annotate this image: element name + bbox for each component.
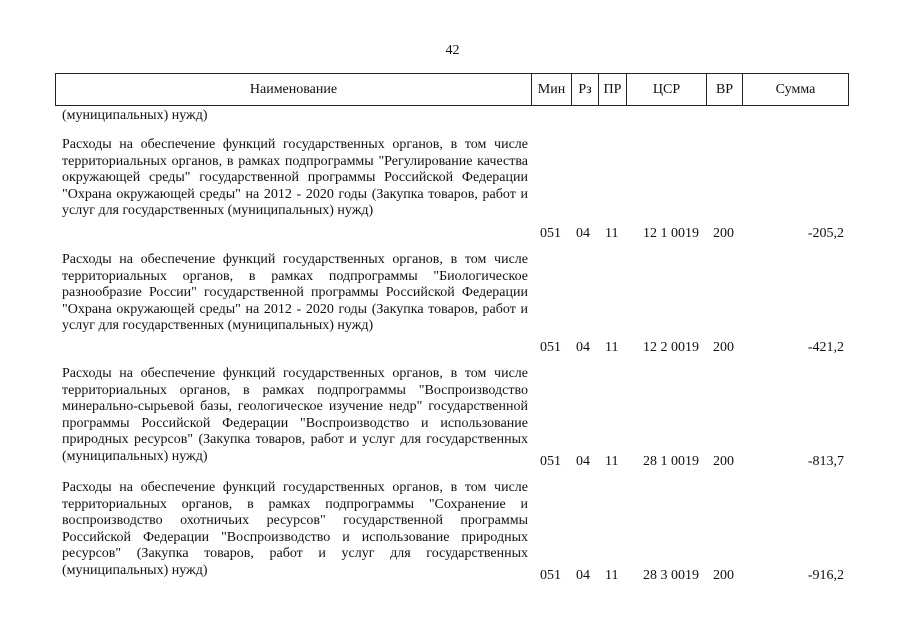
row-min: 051: [540, 454, 561, 469]
row-description: Расходы на обеспечение функций государственных органов, в том числе территориальных органов, в рамках подпрограммы "Воспроизводство минерально-сырьевой базы, геологическое изучение недр" государственной программы Российской Федерации "Воспроизводство и использование природных ресурсов" (Закупка товаров, работ и услуг для государственных (муниципальных) нужд): [62, 366, 528, 464]
row-min: 051: [540, 568, 561, 583]
row-min: 051: [540, 340, 561, 355]
row-codes: [62, 339, 849, 356]
column-header-sum: Сумма: [775, 81, 816, 97]
continued-text: (муниципальных) нужд): [62, 108, 208, 123]
row-sum: -813,7: [807, 454, 844, 469]
row-description: Расходы на обеспечение функций государственных органов, в том числе территориальных органов, в рамках подпрограммы "Сохранение и воспроизводство охотничьих ресурсов" государственной программы Российской Федерации "Воспроизводство и использование природных ресурсов" (Закупка товаров, работ и услуг для государственных (муниципальных) нужд): [62, 480, 528, 578]
row-description: Расходы на обеспечение функций государственных органов, в том числе территориальных органов, в рамках подпрограммы "Биологическое разнообразие России" государственной программы Российской Федерации "Охрана окружающей среды" на 2012 - 2020 годы (Закупка товаров, работ и услуг для государственных (муниципальных) нужд): [62, 252, 528, 333]
row-pr: 11: [605, 340, 619, 355]
column-header-min: Мин: [532, 74, 572, 105]
row-csr: 28 3 0019: [643, 568, 699, 583]
row-codes: [62, 225, 849, 242]
row-sum: -205,2: [807, 226, 844, 241]
column-header-name: Наименование: [56, 74, 532, 105]
row-rz: 04: [576, 568, 590, 583]
table-row: [62, 252, 849, 356]
row-codes: [62, 453, 849, 470]
row-description: Расходы на обеспечение функций государственных органов, в том числе территориальных органов, в рамках подпрограммы "Регулирование качества окружающей среды" государственной программы Российской Федерации "Охрана окружающей среды" на 2012 - 2020 годы (Закупка товаров, работ и услуг для государственных (муниципальных) нужд): [62, 137, 528, 218]
table-header: [55, 73, 849, 106]
row-csr: 12 1 0019: [643, 226, 699, 241]
column-header-csr: ЦСР: [627, 74, 707, 105]
row-sum: -916,2: [807, 568, 844, 583]
table-row: [62, 480, 849, 584]
row-vr: 200: [713, 340, 734, 355]
column-header-rz: Рз: [572, 74, 599, 105]
row-vr: 200: [713, 568, 734, 583]
row-csr: 12 2 0019: [643, 340, 699, 355]
table-row: [62, 366, 849, 470]
row-rz: 04: [576, 454, 590, 469]
row-sum: -421,2: [807, 340, 844, 355]
row-min: 051: [540, 226, 561, 241]
row-pr: 11: [605, 454, 619, 469]
page-number: 42: [445, 43, 460, 58]
row-codes: [62, 567, 849, 584]
row-vr: 200: [713, 226, 734, 241]
row-pr: 11: [605, 226, 619, 241]
column-header-vr: ВР: [707, 74, 743, 105]
row-csr: 28 1 0019: [643, 454, 699, 469]
row-rz: 04: [576, 226, 590, 241]
row-rz: 04: [576, 340, 590, 355]
column-header-pr: ПР: [599, 74, 627, 105]
table-row: [62, 137, 849, 242]
row-pr: 11: [605, 568, 619, 583]
row-vr: 200: [713, 454, 734, 469]
